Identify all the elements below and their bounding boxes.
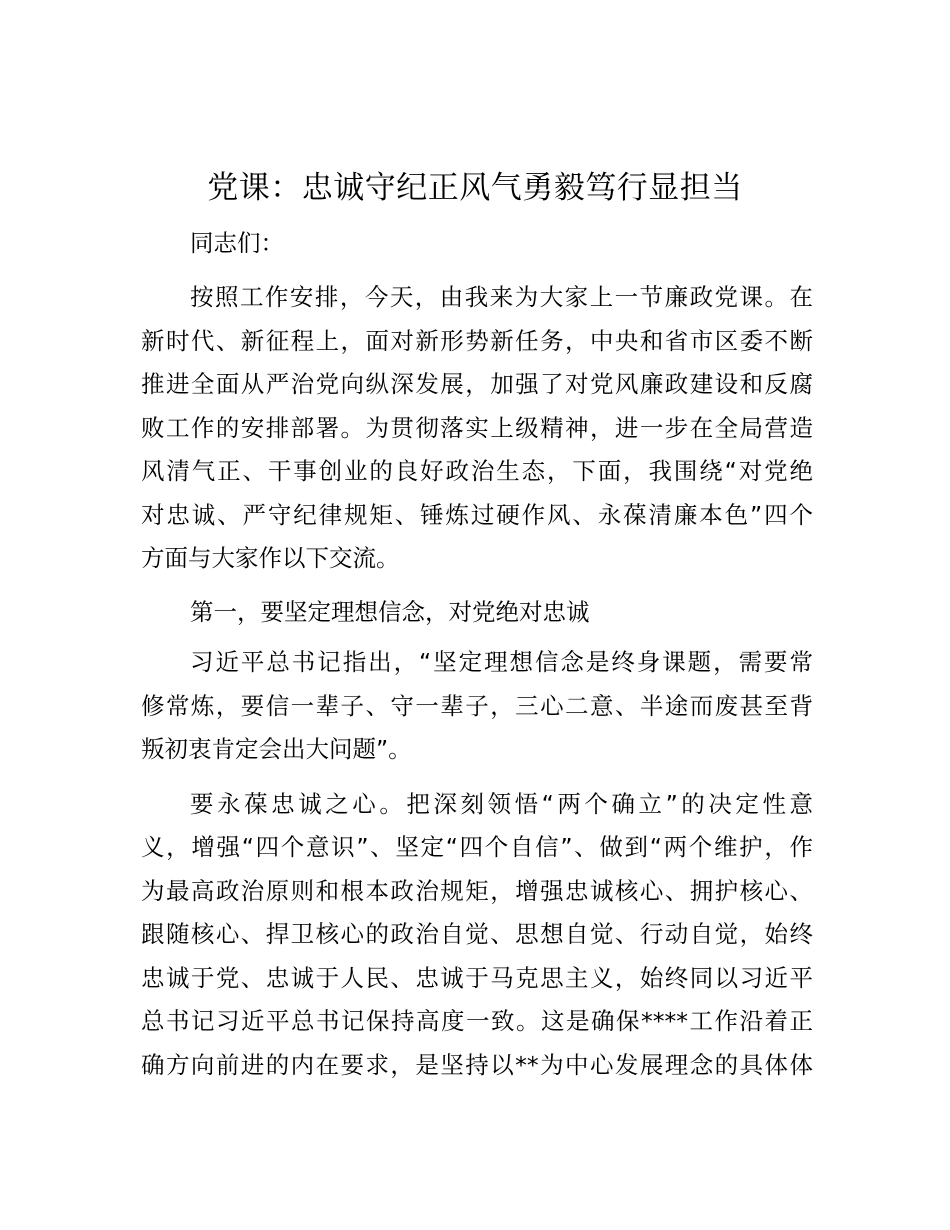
- paragraph-4-line: 总书记习近平总书记保持高度一致。这是确保****工作沿着正: [141, 1007, 813, 1035]
- paragraph-3-line: 习近平总书记指出，“坚定理想信念是终身课题，需要常: [190, 648, 813, 676]
- paragraph-1-line: 新时代、新征程上，面对新形势新任务，中央和省市区委不断: [141, 327, 813, 355]
- paragraph-4-line: 确方向前进的内在要求，是坚持以**为中心发展理念的具体体: [141, 1051, 813, 1079]
- paragraph-1-line: 对忠诚、严守纪律规矩、锤炼过硬作风、永葆清廉本色”四个: [141, 501, 813, 529]
- section-heading: 第一，要坚定理想信念，对党绝对忠诚: [190, 598, 590, 626]
- page-title: 党课：忠诚守纪正风气勇毅笃行显担当: [207, 170, 743, 206]
- paragraph-3-line: 修常炼，要信一辈子、守一辈子，三心二意、半途而废甚至背: [141, 692, 813, 720]
- paragraph-4-line: 要永葆忠诚之心。把深刻领悟“两个确立”的决定性意: [190, 790, 813, 818]
- paragraph-1-line: 方面与大家作以下交流。: [141, 544, 400, 572]
- paragraph-1-line: 风清气正、干事创业的良好政治生态，下面，我围绕“对党绝: [141, 457, 813, 485]
- paragraph-1-line: 推进全面从严治党向纵深发展，加强了对党风廉政建设和反腐: [141, 370, 813, 398]
- paragraph-4-line: 忠诚于党、忠诚于人民、忠诚于马克思主义，始终同以习近平: [141, 964, 813, 992]
- paragraph-4-line: 跟随核心、捍卫核心的政治自觉、思想自觉、行动自觉，始终: [141, 920, 813, 948]
- salutation: 同志们：: [190, 229, 284, 257]
- paragraph-4-line: 为最高政治原则和根本政治规矩，增强忠诚核心、拥护核心、: [141, 877, 813, 905]
- paragraph-3-line: 叛初衷肯定会出大问题”。: [141, 735, 412, 763]
- paragraph-4-line: 义，增强“四个意识”、坚定“四个自信”、做到“两个维护，作: [141, 833, 813, 861]
- paragraph-1-line: 败工作的安排部署。为贯彻落实上级精神，进一步在全局营造: [141, 414, 813, 442]
- paragraph-1-line: 按照工作安排，今天，由我来为大家上一节廉政党课。在: [190, 283, 813, 311]
